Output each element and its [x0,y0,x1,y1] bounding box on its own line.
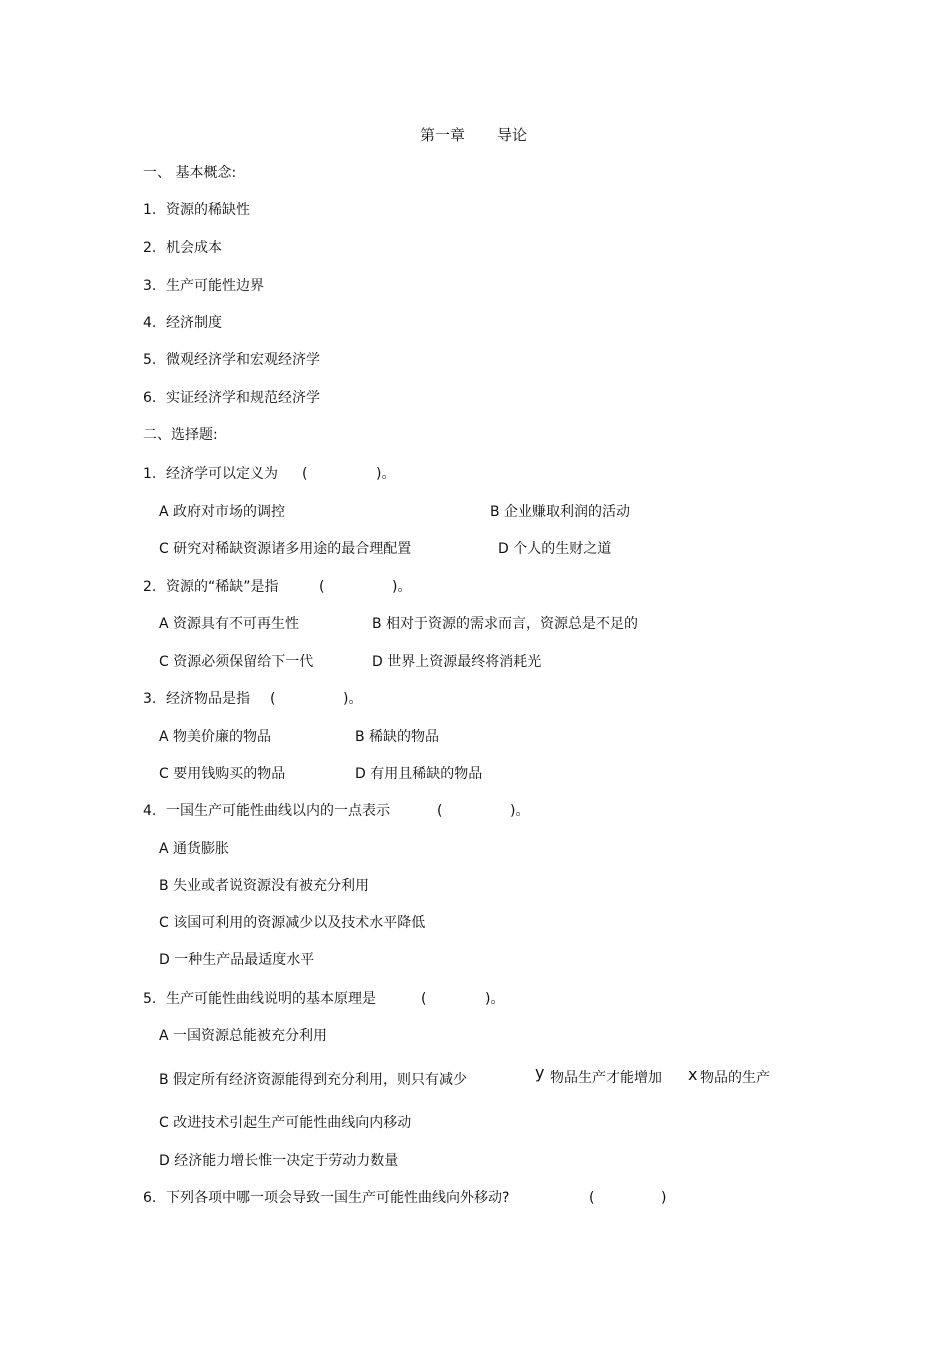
option-a: A 通货膨胀 [159,841,230,857]
question-stem: 经济物品是指 [166,691,250,707]
concept-item: 机会成本 [166,240,222,256]
answer-blank-close: ) [661,1190,667,1206]
option-b: B 失业或者说资源没有被充分利用 [159,878,370,894]
question-number: 6. [143,1190,157,1206]
option-d: D 经济能力增长惟一决定于劳动力数量 [159,1153,399,1169]
answer-blank-close: )。 [392,579,412,595]
option-d: D 有用且稀缺的物品 [355,766,483,782]
section-heading-concepts: 一、 基本概念: [143,165,237,181]
concept-number: 6. [143,390,157,406]
concept-item: 微观经济学和宏观经济学 [166,352,320,368]
option-b: B 稀缺的物品 [355,729,440,745]
option-c: C 资源必须保留给下一代 [159,654,314,670]
option-b: B 相对于资源的需求而言，资源总是不足的 [372,616,639,632]
answer-blank-open: ( [589,1190,595,1206]
answer-blank-close: )。 [510,803,530,819]
chapter-title: 导论 [497,126,528,144]
option-a: A 一国资源总能被充分利用 [159,1028,328,1044]
question-stem: 经济学可以定义为 [166,466,278,482]
option-c: C 研究对稀缺资源诸多用途的最合理配置 [159,541,412,557]
option-c: C 要用钱购买的物品 [159,766,286,782]
option-a: A 物美价廉的物品 [159,729,272,745]
question-number: 2. [143,579,157,595]
option-b-variable-y: y [535,1063,545,1082]
question-number: 3. [143,691,157,707]
question-stem: 一国生产可能性曲线以内的一点表示 [166,803,390,819]
answer-blank-open: ( [302,466,308,482]
answer-blank-close: )。 [376,466,396,482]
option-b: B 企业赚取利润的活动 [490,504,631,520]
concept-item: 生产可能性边界 [166,278,264,294]
option-d: D 世界上资源最终将消耗光 [372,654,542,670]
section-heading-choice: 二、选择题: [143,427,218,443]
chapter-number: 第一章 [420,126,466,144]
concept-item: 经济制度 [166,315,222,331]
question-stem: 生产可能性曲线说明的基本原理是 [166,991,376,1007]
option-c: C 该国可利用的资源减少以及技术水平降低 [159,915,426,931]
answer-blank-open: ( [421,991,427,1007]
option-d: D 个人的生财之道 [498,541,612,557]
option-b-part2: 物品生产才能增加 [550,1070,662,1086]
option-b-part3: 物品的生产 [700,1070,770,1086]
question-stem: 资源的“稀缺”是指 [166,579,279,595]
concept-item: 实证经济学和规范经济学 [166,390,320,406]
option-d: D 一种生产品最适度水平 [159,952,315,968]
option-b-part1: B 假定所有经济资源能得到充分利用，则只有减少 [159,1072,468,1088]
question-stem: 下列各项中哪一项会导致一国生产可能性曲线向外移动? [166,1190,510,1206]
concept-item: 资源的稀缺性 [166,202,250,218]
answer-blank-close: )。 [485,991,505,1007]
option-b-variable-x: x [688,1065,698,1084]
option-a: A 资源具有不可再生性 [159,616,300,632]
concept-number: 1. [143,202,157,218]
question-number: 1. [143,466,157,482]
concept-number: 4. [143,315,157,331]
concept-number: 5. [143,352,157,368]
question-number: 5. [143,991,157,1007]
answer-blank-open: ( [437,803,443,819]
concept-number: 2. [143,240,157,256]
question-number: 4. [143,803,157,819]
option-c: C 改进技术引起生产可能性曲线向内移动 [159,1115,412,1131]
concept-number: 3. [143,278,157,294]
answer-blank-close: )。 [343,691,363,707]
answer-blank-open: ( [270,691,276,707]
answer-blank-open: ( [319,579,325,595]
option-a: A 政府对市场的调控 [159,504,286,520]
